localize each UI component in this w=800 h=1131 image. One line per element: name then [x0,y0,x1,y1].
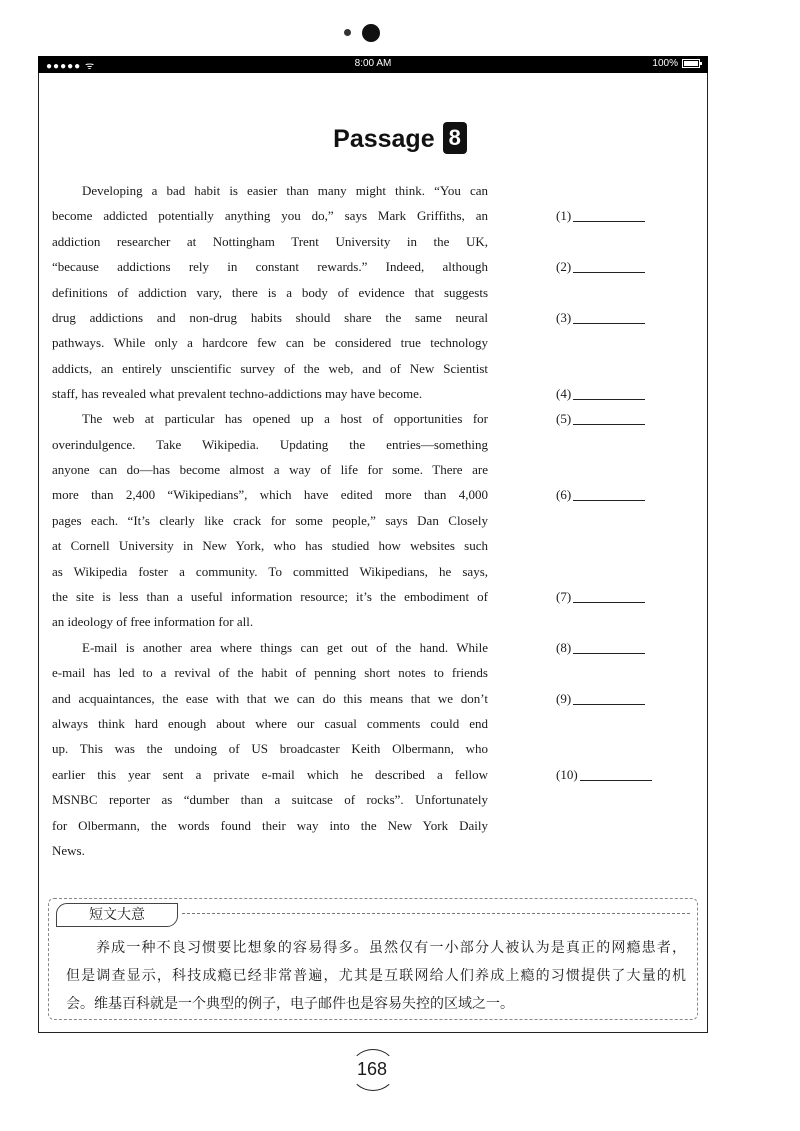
answer-line [573,309,645,324]
text-line: e-mail has led to a revival of the habit of penning short notes to friends [52,665,488,680]
summary-line: 但是调查显示，科技成瘾已经非常普遍，尤其是互联网给人们养成上瘾的习惯提供了大量的机 [66,968,686,984]
text-line: News. [52,843,85,858]
answer-blank-1[interactable] [556,203,656,228]
answer-line [573,690,645,705]
answer-number: (5) [556,411,572,426]
answer-number: (4) [556,386,572,401]
passage-label: Passage [333,125,435,153]
answer-number: (7) [556,589,572,604]
answer-blank-7[interactable] [556,584,656,609]
answer-line [573,410,645,425]
answer-line [573,486,645,501]
page-number [342,1045,402,1095]
text-line: pathways. While only a hardcore few can be considered true technology [52,335,488,350]
answer-blank-8[interactable] [556,635,656,660]
answer-number: (2) [556,259,572,274]
text-line: staff, has revealed what prevalent techno-addictions may have become. [52,386,423,401]
text-line: overindulgence. Take Wikipedia. Updating the entries—something [52,437,488,452]
answer-number: (10) [556,767,578,782]
status-time: 8:00 AM [354,58,392,69]
text-line: for Olbermann, the words found their way into the New York Daily [52,818,488,833]
text-line: The web at particular has opened up a host of opportunities for [82,411,488,426]
page-number-ornament [350,1049,396,1091]
text-line: addiction researcher at Nottingham Trent University in the UK, [52,234,488,249]
signal-indicator: ●●●●● ᯤ [46,61,96,72]
answer-blank-2[interactable] [556,254,656,279]
answer-blank-5[interactable] [556,406,656,431]
battery-status [652,58,700,69]
text-line: Developing a bad habit is easier than many might think. “You can [82,183,488,198]
battery-percent: 100% [652,58,678,69]
answer-number: (9) [556,691,572,706]
text-line: and acquaintances, the ease with that we can do this means that we don’t [52,691,488,706]
answer-number: (1) [556,208,572,223]
text-line: at Cornell University in New York, who has studied how websites such [52,538,488,553]
text-line: earlier this year sent a private e-mail which he described a fellow [52,767,488,782]
text-line: as Wikipedia foster a community. To committed Wikipedians, he says, [52,564,488,579]
text-line: definitions of addiction vary, there is a body of evidence that suggests [52,285,488,300]
answer-blank-9[interactable] [556,686,656,711]
text-line: drug addictions and non-drug habits should share the same neural [52,310,488,325]
answer-line [573,207,645,222]
text-line: pages each. “It’s clearly like crack for some people,” says Dan Closely [52,513,488,528]
summary-line: 养成一种不良习惯要比想象的容易得多。虽然仅有一小部分人被认为是真正的网瘾患者， [96,940,686,956]
camera-lens [362,24,380,42]
sensor-dot [344,29,351,36]
text-line: anyone can do—has become almost a way of life for some. There are [52,462,488,477]
answer-number: (6) [556,487,572,502]
summary-line: 会。维基百科就是一个典型的例子，电子邮件也是容易失控的区域之一。 [66,996,514,1012]
device-camera [342,24,382,44]
text-line: MSNBC reporter as “dumber than a suitcase of rocks”. Unfortunately [52,792,488,807]
answer-blank-3[interactable] [556,305,656,330]
passage-number: 8 [443,122,467,154]
battery-icon [682,59,700,68]
text-line: the site is less than a useful information resource; it’s the embodiment of [52,589,488,604]
answer-line [573,258,645,273]
answer-blank-6[interactable] [556,482,656,507]
answer-number: (8) [556,640,572,655]
text-line: always think hard enough about where our casual comments could end [52,716,488,731]
answer-line [580,766,652,781]
passage-title [0,122,800,154]
answer-line [573,588,645,603]
summary-divider [182,913,690,914]
answer-blank-10[interactable] [556,762,656,787]
summary-heading: 短文大意 [56,903,178,927]
answer-blank-4[interactable] [556,381,656,406]
page-number-text: 168 [356,1059,388,1079]
text-line: E-mail is another area where things can get out of the hand. While [82,640,488,655]
text-line: up. This was the undoing of US broadcaster Keith Olbermann, who [52,741,488,756]
answer-line [573,385,645,400]
text-line: become addicted potentially anything you do,” says Mark Griffiths, an [52,208,488,223]
text-line: more than 2,400 “Wikipedians”, which have edited more than 4,000 [52,487,488,502]
text-line: addicts, an entirely unscientific survey of the web, and of New Scientist [52,361,488,376]
answer-number: (3) [556,310,572,325]
answer-line [573,639,645,654]
text-line: “because addictions rely in constant rewards.” Indeed, although [52,259,488,274]
status-bar [38,56,708,73]
text-line: an ideology of free information for all. [52,614,254,629]
